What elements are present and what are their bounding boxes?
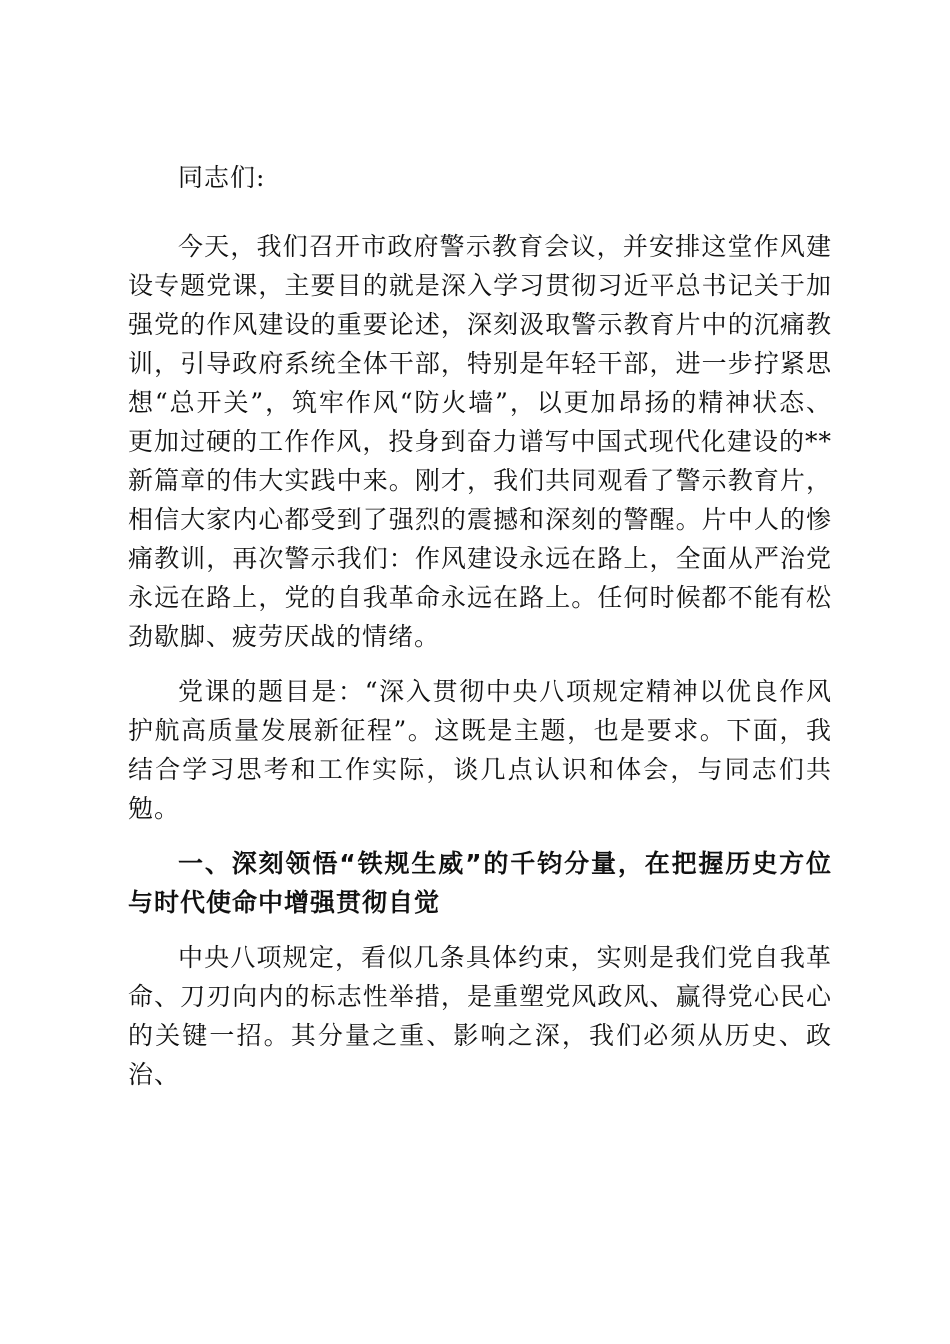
paragraph-section-1: 中央八项规定，看似几条具体约束，实则是我们党自我革命、刀刃向内的标志性举措，是重塑党风政风、赢得党心民心的关键一招。其分量之重、影响之深，我们必须从历史、政治、	[128, 943, 832, 1089]
paragraph-topic: 党课的题目是：“深入贯彻中央八项规定精神以优良作风护航高质量发展新征程”。这既是主题，也是要求。下面，我结合学习思考和工作实际，谈几点认识和体会，与同志们共勉。	[128, 677, 832, 823]
greeting: 同志们:	[178, 163, 266, 192]
section-heading-1: 一、深刻领悟“铁规生威”的千钧分量，在把握历史方位与时代使命中增强贯彻自觉	[128, 849, 832, 917]
paragraph-opening: 今天，我们召开市政府警示教育会议，并安排这堂作风建设专题党课，主要目的就是深入学习贯彻习近平总书记关于加强党的作风建设的重要论述，深刻汲取警示教育片中的沉痛教训，引导政府系统全体干部，特别是年轻干部，进一步拧紧思想“总开关”，筑牢作风“防火墙”，以更加昂扬的精神状态、更加过硬的工作作风，投身到奋力谱写中国式现代化建设的**新篇章的伟大实践中来。刚才，我们共同观看了警示教育片，相信大家内心都受到了强烈的震撼和深刻的警醒。片中人的惨痛教训，再次警示我们：作风建设永远在路上，全面从严治党永远在路上，党的自我革命永远在路上。任何时候都不能有松劲歇脚、疲劳厌战的情绪。	[128, 232, 832, 651]
document-page	[128, 155, 832, 1094]
